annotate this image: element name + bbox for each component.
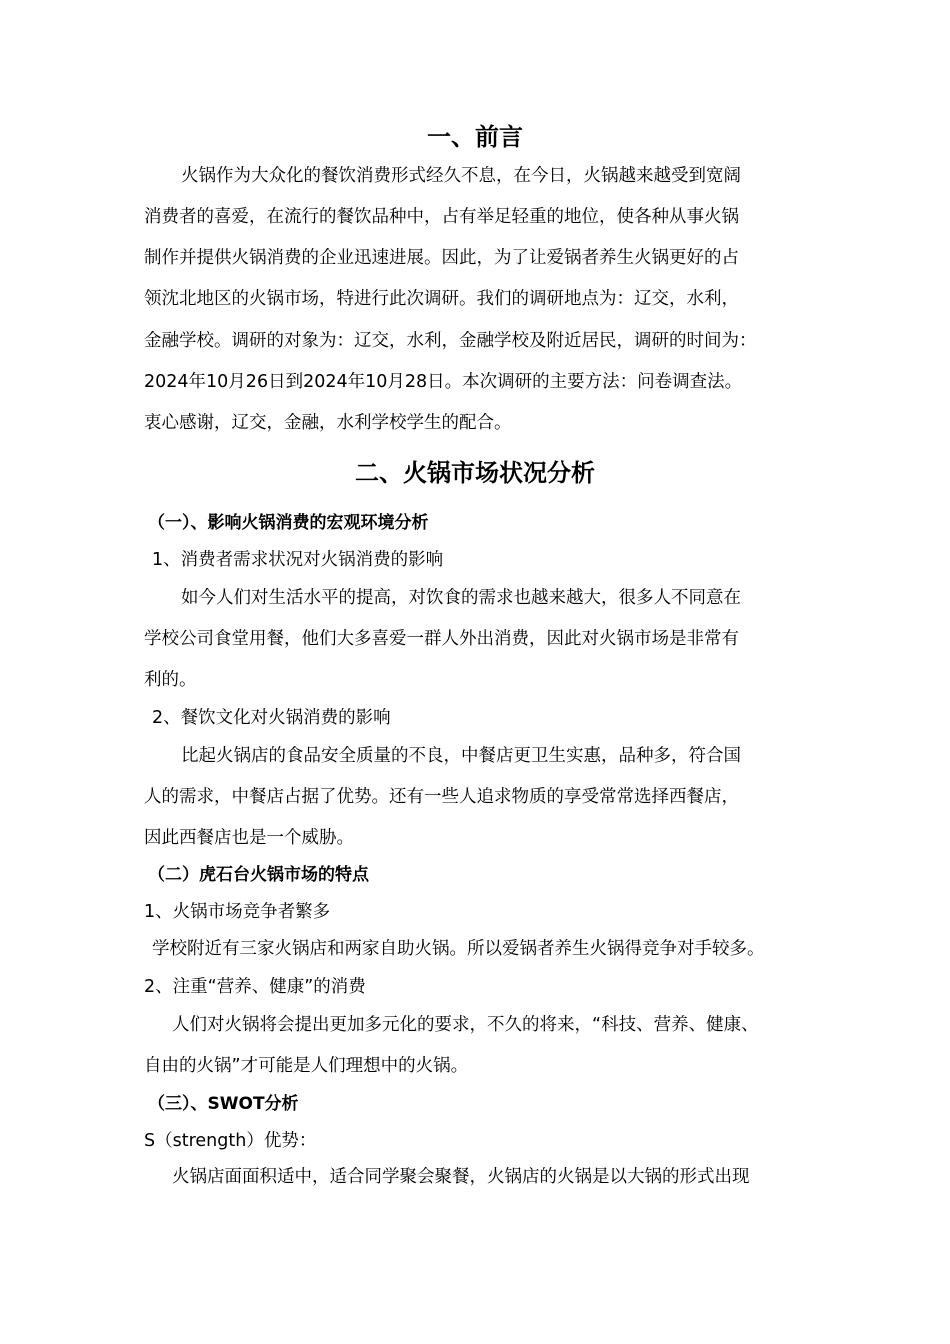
paragraph-line: 人们对火锅将会提出更加多元化的要求，不久的将来，“科技、营养、健康、 bbox=[172, 1015, 759, 1035]
paragraph-line: 人的需求，中餐店占据了优势。还有一些人追求物质的享受常常选择西餐店， bbox=[144, 787, 739, 807]
preface-line: 2024年10月26日到2024年10月28日。本次调研的主要方法：问卷调查法。 bbox=[144, 372, 743, 392]
item-title: 2、餐饮文化对火锅消费的影响 bbox=[152, 708, 391, 728]
paragraph-line: 因此西餐店也是一个威胁。 bbox=[144, 828, 354, 848]
swot-strength-label: S（strength）优势： bbox=[144, 1131, 317, 1151]
subheading-market: （二）虎石台火锅市场的特点 bbox=[148, 865, 369, 885]
item-title: 1、消费者需求状况对火锅消费的影响 bbox=[152, 550, 444, 570]
subheading-swot: （三）、SWOT分析 bbox=[148, 1094, 299, 1114]
preface-line: 金融学校。调研的对象为：辽交，水利，金融学校及附近居民，调研的时间为： bbox=[144, 331, 757, 351]
section-title-preface: 一、前言 bbox=[427, 123, 523, 151]
preface-line: 领沈北地区的火锅市场，特进行此次调研。我们的调研地点为：辽交，水利， bbox=[144, 289, 739, 309]
paragraph-line: 自由的火锅”才可能是人们理想中的火锅。 bbox=[144, 1056, 469, 1076]
preface-line: 火锅作为大众化的餐饮消费形式经久不息，在今日，火锅越来越受到宽阔 bbox=[181, 166, 741, 186]
preface-line: 消费者的喜爱，在流行的餐饮品种中，占有举足轻重的地位，使各种从事火锅 bbox=[144, 207, 739, 227]
subheading-macro: （一）、影响火锅消费的宏观环境分析 bbox=[148, 513, 429, 533]
paragraph-line: 火锅店面面积适中，适合同学聚会聚餐，火锅店的火锅是以大锅的形式出现 bbox=[172, 1167, 750, 1187]
item-title: 2、注重“营养、健康”的消费 bbox=[144, 977, 366, 997]
paragraph-line: 如今人们对生活水平的提高，对饮食的需求也越来越大，很多人不同意在 bbox=[181, 588, 741, 608]
paragraph-line: 学校附近有三家火锅店和两家自助火锅。所以爱锅者养生火锅得竞争对手较多。 bbox=[152, 939, 765, 959]
paragraph-line: 比起火锅店的食品安全质量的不良，中餐店更卫生实惠，品种多，符合国 bbox=[181, 746, 741, 766]
preface-line: 衷心感谢，辽交，金融，水利学校学生的配合。 bbox=[144, 413, 512, 433]
paragraph-line: 学校公司食堂用餐，他们大多喜爱一群人外出消费，因此对火锅市场是非常有 bbox=[144, 629, 739, 649]
section-title-market-analysis: 二、火锅市场状况分析 bbox=[355, 459, 595, 487]
preface-line: 制作并提供火锅消费的企业迅速进展。因此，为了让爱锅者养生火锅更好的占 bbox=[144, 248, 739, 268]
item-title: 1、火锅市场竞争者繁多 bbox=[144, 902, 331, 922]
paragraph-line: 利的。 bbox=[144, 670, 197, 690]
